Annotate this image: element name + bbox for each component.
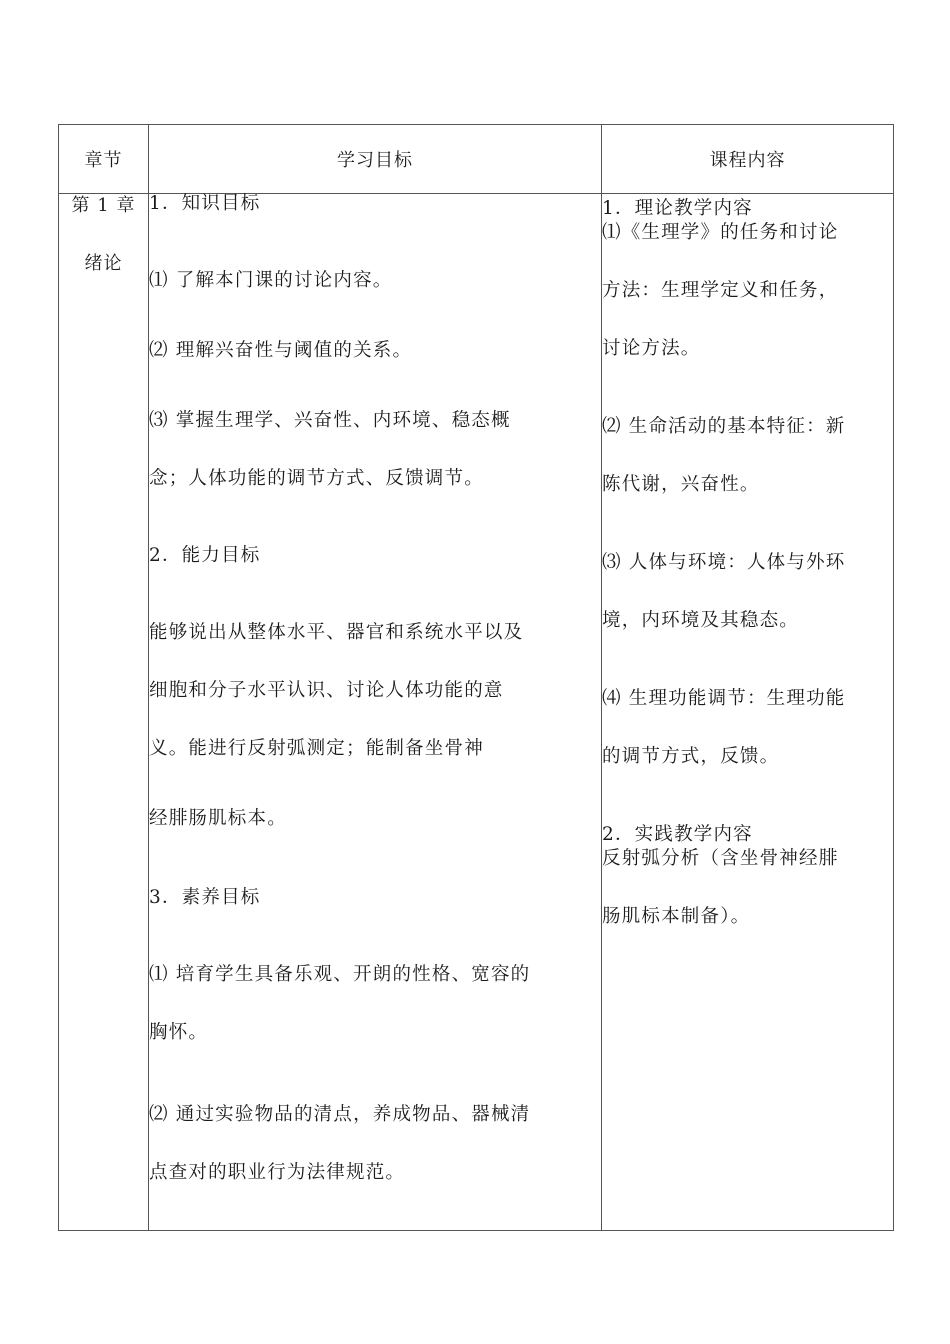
theory-item-line: ⑵ 生命活动的基本特征：新	[602, 416, 846, 437]
knowledge-item-line: ⑴ 了解本门课的讨论内容。	[149, 270, 393, 291]
theory-item	[602, 414, 893, 538]
quality-item	[149, 962, 601, 1090]
quality-item	[149, 1102, 601, 1218]
syllabus-table	[58, 124, 894, 1231]
theory-item-line: ⑷ 生理功能调节：生理功能	[602, 688, 846, 709]
theory-item-line: 境，内环境及其稳态。	[602, 610, 800, 631]
knowledge-item-line: ⑶ 掌握生理学、兴奋性、内环境、稳态概	[149, 410, 511, 431]
header-chapter: 章节	[59, 125, 149, 194]
knowledge-item	[149, 338, 601, 396]
quality-item-line: 胸怀。	[149, 1022, 209, 1043]
ability-line: 能够说出从整体水平、器官和系统水平以及	[149, 622, 524, 643]
chapter-cell	[59, 194, 149, 1231]
knowledge-item-line: 念；人体功能的调节方式、反馈调节。	[149, 468, 484, 489]
ability-paragraph	[149, 620, 601, 876]
practice-content-title: 2．实践教学内容	[602, 824, 753, 845]
theory-item	[602, 550, 893, 674]
quality-item-line: ⑵ 通过实验物品的清点，养成物品、器械清	[149, 1104, 531, 1125]
theory-item-line: 的调节方式，反馈。	[602, 746, 780, 767]
header-course-content: 课程内容	[602, 125, 894, 194]
quality-goal-title: 3．素养目标	[149, 887, 261, 908]
theory-item-line: 讨论方法。	[602, 338, 701, 359]
header-row	[59, 125, 894, 194]
theory-item-line: ⑶ 人体与环境：人体与外环	[602, 552, 846, 573]
theory-item	[602, 220, 893, 402]
ability-line: 义。能进行反射弧测定；能制备坐骨神	[149, 738, 484, 759]
theory-item	[602, 686, 893, 808]
knowledge-goal-title: 1．知识目标	[149, 193, 261, 214]
knowledge-item	[149, 268, 601, 326]
theory-item-line: ⑴《生理学》的任务和讨论	[602, 222, 839, 243]
learning-goals-cell	[149, 194, 602, 1231]
quality-item-line: 点查对的职业行为法律规范。	[149, 1162, 406, 1183]
chapter-name: 绪论	[84, 253, 123, 274]
ability-goal-title: 2．能力目标	[149, 545, 261, 566]
practice-line: 反射弧分析（含坐骨神经腓	[602, 848, 839, 869]
theory-content-title: 1．理论教学内容	[602, 198, 753, 219]
knowledge-item-line: ⑵ 理解兴奋性与阈值的关系。	[149, 340, 413, 361]
ability-line: 细胞和分子水平认识、讨论人体功能的意	[149, 680, 504, 701]
quality-item-line: ⑴ 培育学生具备乐观、开朗的性格、宽容的	[149, 964, 531, 985]
theory-item-line: 方法：生理学定义和任务，	[602, 280, 839, 301]
header-learning-goals: 学习目标	[149, 125, 602, 194]
practice-paragraph	[602, 846, 893, 962]
practice-line: 肠肌标本制备）。	[602, 906, 751, 927]
theory-item-line: 陈代谢，兴奋性。	[602, 474, 760, 495]
course-content-cell	[602, 194, 894, 1231]
chapter-row	[59, 194, 894, 1231]
ability-line: 经腓肠肌标本。	[149, 808, 287, 829]
chapter-number: 第 1 章	[71, 195, 136, 216]
knowledge-item	[149, 408, 601, 534]
